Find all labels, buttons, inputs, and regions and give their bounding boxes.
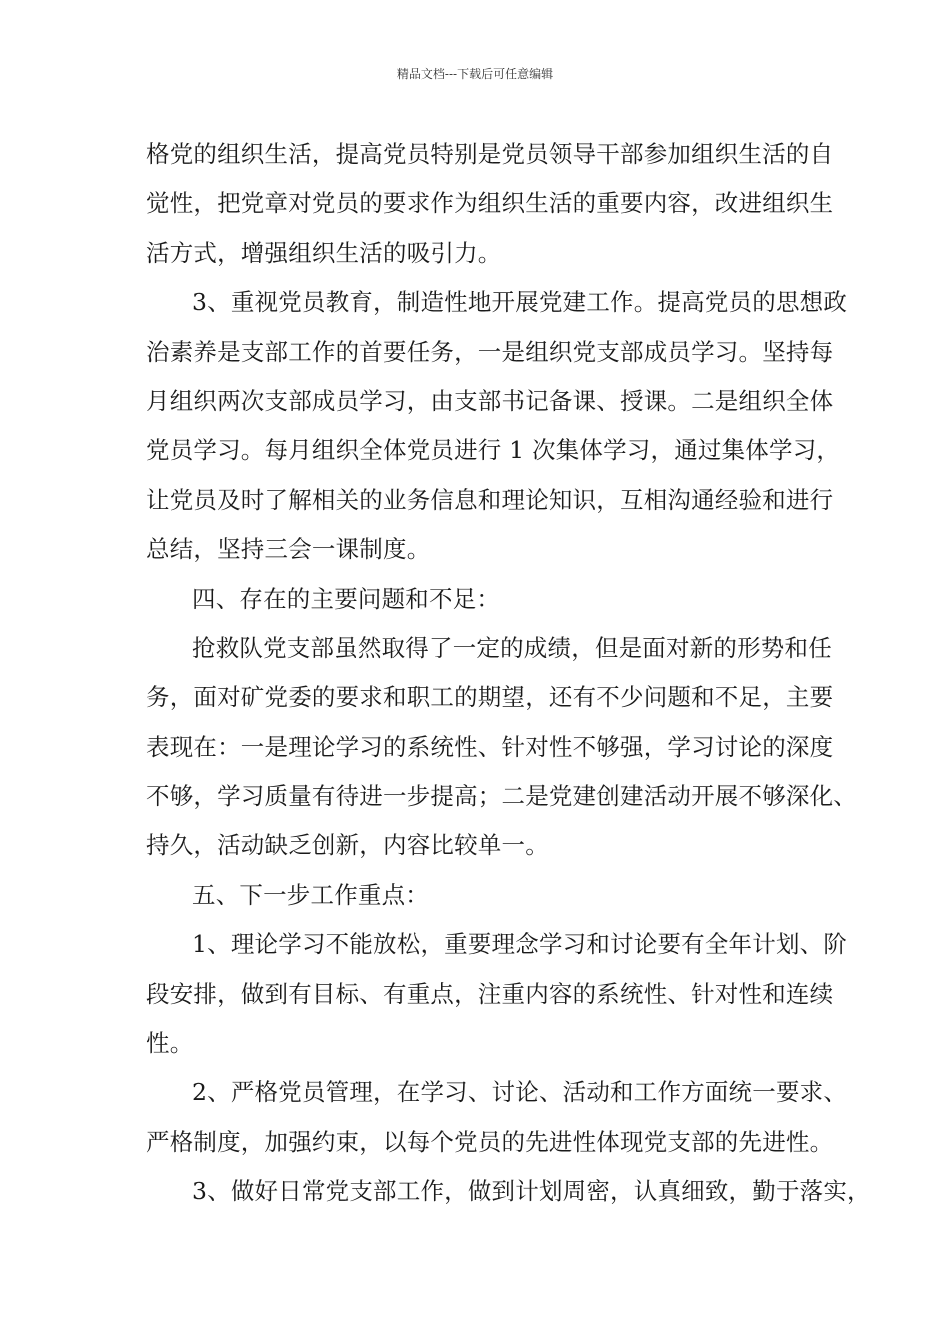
text-line: 表现在：一是理论学习的系统性、针对性不够强，学习讨论的深度	[146, 732, 834, 761]
paragraph-start-line: 2、严格党员管理，在学习、讨论、活动和工作方面统一要求、	[192, 1078, 848, 1107]
paragraph-start-line: 1、理论学习不能放松，重要理念学习和讨论要有全年计划、阶	[192, 930, 848, 959]
text-line: 总结，坚持三会一课制度。	[146, 535, 431, 564]
text-line: 让党员及时了解相关的业务信息和理论知识，互相沟通经验和进行	[146, 485, 834, 514]
text-line: 性。	[146, 1029, 194, 1058]
text-line: 不够，学习质量有待进一步提高；二是党建创建活动开展不够深化、	[146, 782, 857, 811]
text-line: 持久，活动缺乏创新，内容比较单一。	[146, 831, 549, 860]
section-heading: 四、存在的主要问题和不足：	[192, 584, 501, 613]
text-line: 党员学习。每月组织全体党员进行 1 次集体学习，通过集体学习，	[146, 436, 841, 465]
text-line: 活方式，增强组织生活的吸引力。	[146, 238, 502, 267]
document-body	[146, 130, 871, 1217]
paragraph-start-line: 3、做好日常党支部工作，做到计划周密，认真细致，勤于落实，	[192, 1177, 871, 1206]
text-line: 段安排，做到有目标、有重点，注重内容的系统性、针对性和连续	[146, 979, 834, 1008]
paragraph-start-line: 3、重视党员教育，制造性地开展党建工作。提高党员的思想政	[192, 288, 848, 317]
page-header: 精品文档---下载后可任意编辑	[396, 67, 554, 81]
paragraph-start-line: 抢救队党支部虽然取得了一定的成绩，但是面对新的形势和任	[192, 633, 832, 662]
text-line: 月组织两次支部成员学习，由支部书记备课、授课。二是组织全体	[146, 386, 834, 415]
text-line: 严格制度，加强约束，以每个党员的先进性体现党支部的先进性。	[146, 1127, 834, 1156]
text-line: 格党的组织生活，提高党员特别是党员领导干部参加组织生活的自	[146, 140, 834, 168]
text-line: 治素养是支部工作的首要任务，一是组织党支部成员学习。坚持每	[146, 337, 834, 366]
text-line: 觉性，把党章对党员的要求作为组织生活的重要内容，改进组织生	[146, 189, 834, 218]
section-heading: 五、下一步工作重点：	[192, 880, 429, 909]
text-line: 务，面对矿党委的要求和职工的期望，还有不少问题和不足，主要	[146, 683, 834, 712]
